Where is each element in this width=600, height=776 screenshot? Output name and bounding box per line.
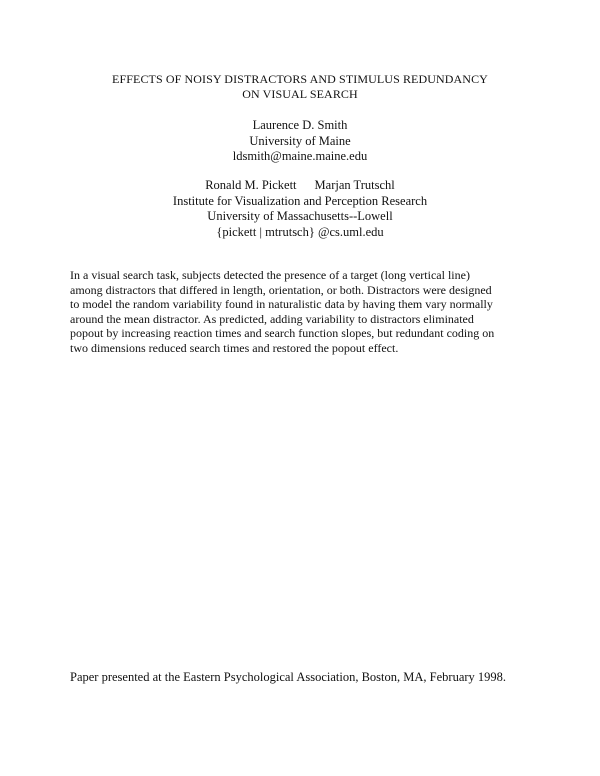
- author-name-trutschl: Marjan Trutschl: [314, 178, 395, 192]
- author-block-1: [0, 118, 600, 165]
- abstract-line: to model the random variability found in naturalistic data by having them vary normally: [70, 297, 493, 311]
- abstract-line: two dimensions reduced search times and restored the popout effect.: [70, 340, 399, 355]
- abstract-line: among distractors that differed in length, orientation, or both. Distractors were designed: [70, 282, 492, 297]
- group-email: {pickett | mtrutsch} @cs.uml.edu: [216, 224, 384, 239]
- author-name-pickett: Ronald M. Pickett: [205, 178, 297, 192]
- title-line-1: EFFECTS OF NOISY DISTRACTORS AND STIMULUS REDUNDANCY: [112, 72, 488, 86]
- title-line-2: ON VISUAL SEARCH: [242, 87, 358, 101]
- abstract-line: In a visual search task, subjects detected the presence of a target (long vertical line): [70, 268, 470, 282]
- institute-name: Institute for Visualization and Perception Research: [172, 193, 428, 208]
- abstract: [70, 268, 538, 355]
- author-block-2: [0, 178, 600, 240]
- abstract-line: popout by increasing reaction times and search function slopes, but redundant coding on: [70, 326, 495, 340]
- abstract-line: around the mean distractor. As predicted, adding variability to distractors eliminated: [70, 311, 474, 326]
- presentation-note: Paper presented at the Eastern Psychological Association, Boston, MA, February 1998.: [70, 670, 507, 684]
- author-email: ldsmith@maine.maine.edu: [232, 149, 368, 163]
- author-names-row: [0, 178, 600, 194]
- author-affiliation: University of Maine: [249, 133, 351, 148]
- author-name: Laurence D. Smith: [252, 118, 348, 132]
- university-name: University of Massachusetts--Lowell: [207, 209, 393, 223]
- paper-title: [0, 72, 600, 102]
